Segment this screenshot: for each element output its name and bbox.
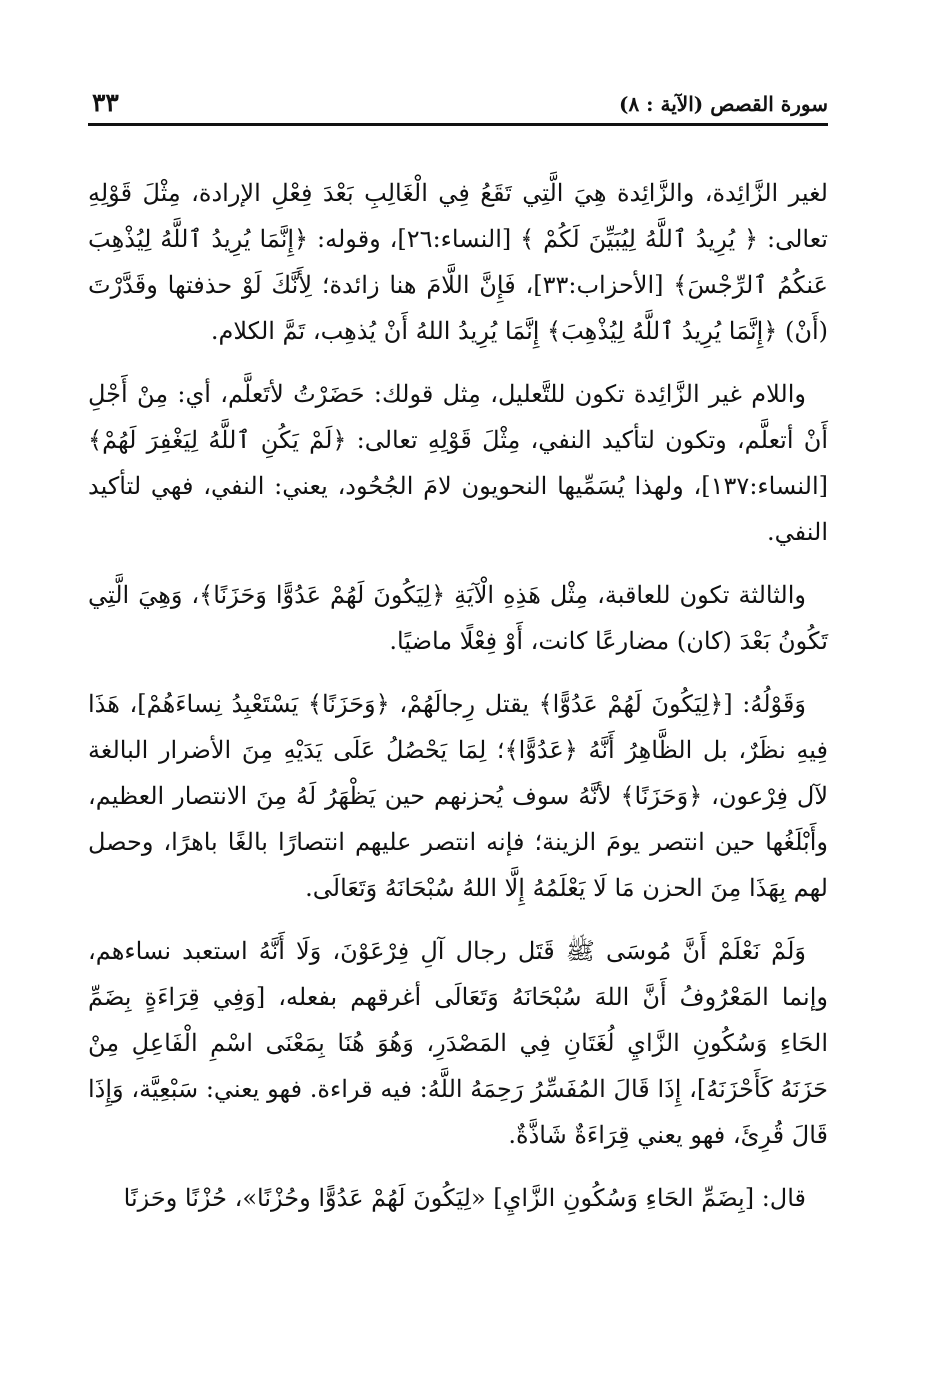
paragraph-5: وَلَمْ نَعْلَمْ أَنَّ مُوسَى ﷺ قَتَل رجال آلِ فِرْعَوْنَ، وَلَا أَنَّهُ استعبد نساءهم، وإنما المَعْرُوفُ أَنَّ اللهَ سُبْحَانَهُ وَتَعَالَى أغرقهم بفعله، [وَفِي قِرَاءَةٍ بِضَمِّ الحَاءِ وَسُكُونِ الزَّايِ لُغَتَانِ فِي المَصْدَرِ، وَهُوَ هُنَا بِمَعْنَى اسْمِ الْفَاعِلِ مِنْ حَزَنَهُ كَأَحْزَنَهُ]، إِذَا قَالَ المُفَسِّرُ رَحِمَهُ اللَّهُ: فيه قراءة. فهو يعني: سَبْعِيَّة، وَإِذَا قَالَ قُرِئَ، فهو يعني قِرَاءَةٌ شَاذَّةٌ. (88, 937, 828, 1149)
paragraph-6: قال: [بِضَمِّ الحَاءِ وَسُكُونِ الزَّايِ] «لِيَكُونَ لَهُمْ عَدُوًّا وحُزْنًا»، حُزْنًا وحَزنًا (123, 1184, 806, 1212)
page-header (88, 88, 828, 122)
paragraph-3: والثالثة تكون للعاقبة، مِثْل هَذِهِ الْآيَةِ ﴿لِيَكُونَ لَهُمْ عَدُوًّا وَحَزَنًا﴾، وَهِيَ الَّتِي تَكُونُ بَعْدَ (كان) مضارعًا كانت، أَوْ فِعْلًا ماضيًا. (88, 581, 828, 655)
page-body (88, 170, 828, 1238)
running-title: سورة القصص (الآية : ٨) (618, 92, 828, 116)
paragraph-4: وَقَوْلُهُ: [﴿لِيَكُونَ لَهُمْ عَدُوًّا﴾ يقتل رِجالَهُمْ، ﴿وَحَزَنًا﴾ يَسْتَعْبِدُ نِساءَهُمْ]، هَذَا فِيهِ نظَرٌ، بل الظَّاهِرُ أَنَّهُ ﴿عَدُوًّا﴾؛ لِمَا يَحْصُلُ عَلَى يَدَيْهِ مِنَ الأضرار البالغة لآل فِرْعون، ﴿وَحَزَنًا﴾ لأنَّهُ سوف يُحزنهم حين يَظْهَرُ لَهُ مِنَ الانتصار العظيم، وأَبْلَغُها حين انتصر يومَ الزينة؛ فإنه انتصر عليهم انتصارًا بالغًا باهرًا، وحصل لهم بِهَذَا مِنَ الحزن مَا لَا يَعْلَمُهُ إِلَّا اللهُ سُبْحَانَهُ وَتَعَالَى. (88, 690, 828, 902)
header-divider (88, 123, 828, 126)
page-number: ٣٣ (92, 88, 119, 117)
paragraph-1: لغير الزَّائِدة، والزَّائِدة هِيَ الَّتِي تَقَعُ فِي الْغَالِبِ بَعْدَ فِعْلِ الإرادة، مِثْلَ قَوْلِهِ تعالى: ﴿ يُرِيدُ ٱللَّهُ لِيُبَيِّنَ لَكُمْ ﴾ [النساء:٢٦]، وقوله: ﴿إِنَّمَا يُرِيدُ ٱللَّهُ لِيُذْهِبَ عَنكُمُ ٱلرِّجْسَ﴾ [الأحزاب:٣٣]، فَإِنَّ اللَّامَ هنا زائدة؛ لِأَنَّكَ لَوْ حذفتها وقَدَّرْتَ (أَنْ) ﴿إِنَّمَا يُرِيدُ ٱللَّهُ لِيُذْهِبَ﴾ إِنَّمَا يُرِيدُ اللهُ أَنْ يُذهِب، تَمَّ الكلام. (88, 179, 828, 345)
paragraph-2: واللام غير الزَّائِدة تكون للتَّعليل، مِثل قولك: حَضَرْتُ لأتَعلَّم، أي: مِنْ أَجْلِ أَنْ أتعلَّم، وتكون لتأكيد النفي، مِثْلَ قَوْلِهِ تعالى: ﴿لَمْ يَكُنِ ٱللَّهُ لِيَغْفِرَ لَهُمْ﴾ [النساء:١٣٧]، ولهذا يُسَمِّيها النحويون لامَ الجُحُود، يعني: النفي، فهي لتأكيد النفي. (88, 380, 828, 546)
